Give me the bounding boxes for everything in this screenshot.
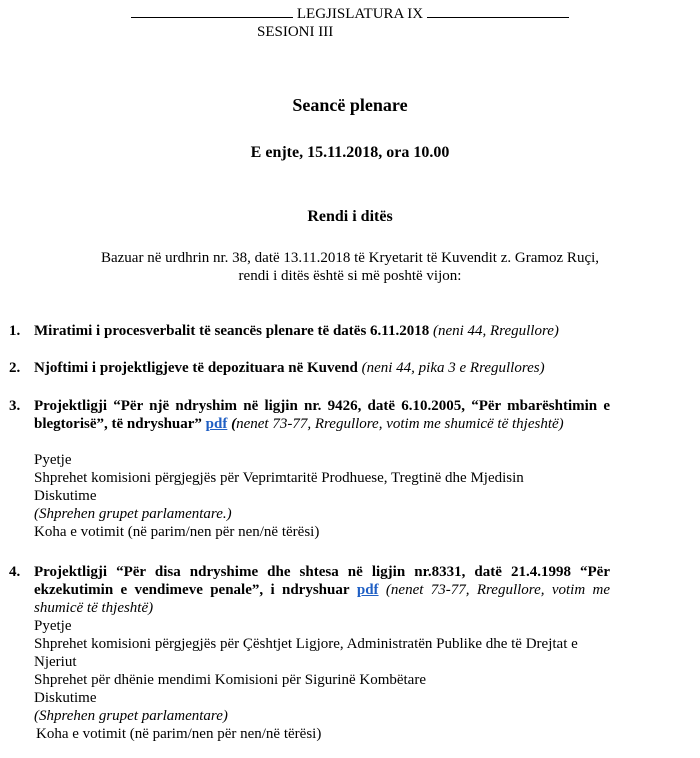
detail-line: Diskutime [34,690,97,706]
blank-line-left [131,5,293,18]
intro-line-2: rendi i ditës është si më poshtë vijon: [238,268,462,284]
item-4-details [34,617,614,743]
item-title: Projektligji “Për një ndryshim në ligjin nr. 9426, datë 6.10.2005, “Për mbarështimin e blegtorisë”, të ndryshuar” [34,398,610,432]
item-3-details [34,451,634,541]
agenda-item-1 [34,322,634,340]
blank-line-right [427,5,569,18]
pdf-link[interactable]: pdf [205,416,228,432]
page-title: Seancë plenare [292,95,408,115]
intro-line-1: Bazuar në urdhrin nr. 38, datë 13.11.2018 të Kryetarit të Kuvendit z. Gramoz Ruçi, [100,250,600,266]
item-reference-open: ( [231,416,237,432]
detail-line: Shprehet për dhënie mendimi Komisioni për Sigurinë Kombëtare [34,672,426,688]
agenda-item-2 [34,359,634,377]
detail-line: Diskutime [34,488,97,504]
item-title: Njoftimi i projektligjeve të depozituara në Kuvend [34,360,358,376]
item-number: 2. [9,360,21,376]
legislature-line [0,5,700,23]
item-reference: nenet 73-77, Rregullore, votim me shumicë të thjeshtë) [236,416,564,432]
detail-line: Koha e votimit (në parim/nen për nen/në tërësi) [34,524,320,540]
detail-line: Pyetje [34,452,72,468]
item-reference: (neni 44, Rregullore) [432,323,559,339]
date-line: E enjte, 15.11.2018, ora 10.00 [250,144,450,161]
agenda-item-4 [34,563,610,617]
item-reference: (nenet 73-77, Rregullore, votim me shumicë të thjeshtë) [34,582,610,616]
item-number: 1. [9,323,21,339]
detail-line: Shprehet komisioni përgjegjës për Veprimtaritë Prodhuese, Tregtinë dhe Mjedisin [34,470,524,486]
detail-line: Pyetje [34,618,72,634]
pdf-link[interactable]: pdf [356,582,379,598]
agenda-heading: Rendi i ditës [307,208,393,225]
detail-line: Shprehet komisioni përgjegjës për Çështjet Ligjore, Administratën Publike dhe të Drejtat e Njeriut [34,636,578,670]
item-reference: (neni 44, pika 3 e Rregullores) [361,360,545,376]
agenda-item-3 [34,397,610,433]
detail-line: Koha e votimit (në parim/nen për nen/në tërësi) [36,726,322,742]
item-title: Miratimi i procesverbalit të seancës plenare të datës 6.11.2018 [34,323,430,339]
item-number: 3. [9,398,21,414]
session-label: SESIONI III [257,24,334,40]
detail-line: (Shprehen grupet parlamentare) [34,708,228,724]
legislature-label: LEGJISLATURA IX [296,6,424,22]
item-title: Projektligji “Për disa ndryshime dhe shtesa në ligjin nr.8331, datë 21.4.1998 “Për ekzekutimin e vendimeve penale”, i ndryshuar [34,564,610,598]
detail-line: (Shprehen grupet parlamentare.) [34,506,232,522]
item-number: 4. [9,564,21,580]
